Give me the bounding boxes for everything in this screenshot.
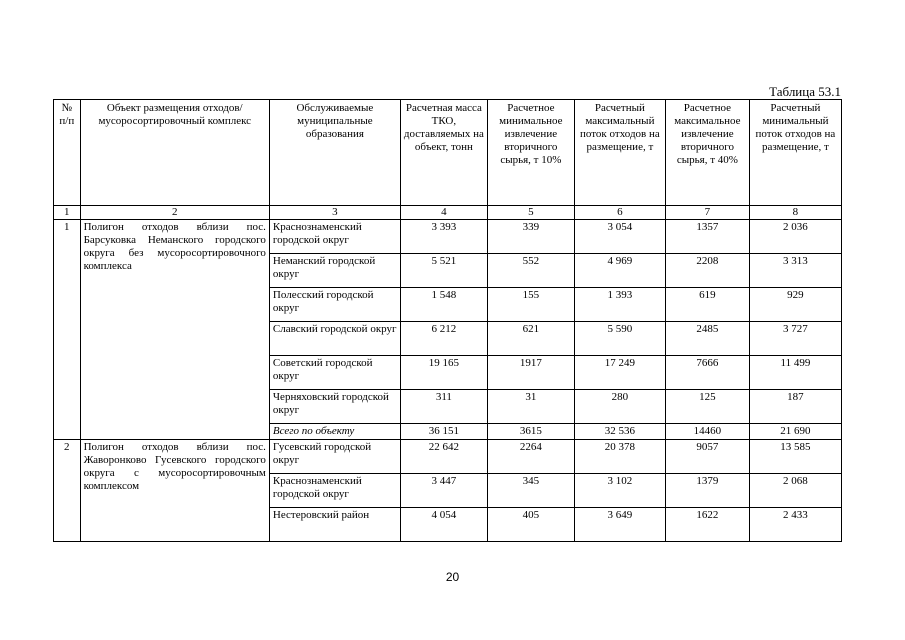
min-extraction-cell: 2264 bbox=[487, 440, 574, 474]
min-flow-cell: 3 727 bbox=[749, 322, 841, 356]
min-flow-cell: 929 bbox=[749, 288, 841, 322]
mass-cell: 36 151 bbox=[400, 424, 487, 440]
max-extraction-cell: 1357 bbox=[665, 220, 749, 254]
max-extraction-cell: 125 bbox=[665, 390, 749, 424]
min-extraction-cell: 552 bbox=[487, 254, 574, 288]
column-number: 6 bbox=[574, 206, 665, 220]
min-flow-cell: 2 068 bbox=[749, 474, 841, 508]
header-cell: Объект размещения отходов/ мусоросортировочный комплекс bbox=[80, 100, 269, 206]
municipality-cell: Неманский городской округ bbox=[269, 254, 400, 288]
municipality-cell: Всего по объекту bbox=[269, 424, 400, 440]
header-cell: Расчетное минимальное извлечение вторичного сырья, т 10% bbox=[487, 100, 574, 206]
municipality-cell: Советский городской округ bbox=[269, 356, 400, 390]
max-extraction-cell: 2485 bbox=[665, 322, 749, 356]
column-number: 4 bbox=[400, 206, 487, 220]
max-flow-cell: 20 378 bbox=[574, 440, 665, 474]
column-number-row bbox=[54, 206, 842, 220]
max-extraction-cell: 1379 bbox=[665, 474, 749, 508]
column-number: 8 bbox=[749, 206, 841, 220]
max-extraction-cell: 9057 bbox=[665, 440, 749, 474]
min-extraction-cell: 405 bbox=[487, 508, 574, 542]
municipality-cell: Нестеровский район bbox=[269, 508, 400, 542]
column-number: 2 bbox=[80, 206, 269, 220]
waste-table bbox=[53, 99, 842, 542]
header-cell: № п/п bbox=[54, 100, 81, 206]
min-flow-cell: 3 313 bbox=[749, 254, 841, 288]
max-extraction-cell: 14460 bbox=[665, 424, 749, 440]
min-extraction-cell: 1917 bbox=[487, 356, 574, 390]
max-flow-cell: 17 249 bbox=[574, 356, 665, 390]
max-extraction-cell: 2208 bbox=[665, 254, 749, 288]
header-row bbox=[54, 100, 842, 206]
mass-cell: 6 212 bbox=[400, 322, 487, 356]
mass-cell: 311 bbox=[400, 390, 487, 424]
mass-cell: 1 548 bbox=[400, 288, 487, 322]
row-number: 1 bbox=[54, 220, 81, 440]
min-extraction-cell: 31 bbox=[487, 390, 574, 424]
max-flow-cell: 3 102 bbox=[574, 474, 665, 508]
max-flow-cell: 5 590 bbox=[574, 322, 665, 356]
mass-cell: 22 642 bbox=[400, 440, 487, 474]
max-flow-cell: 1 393 bbox=[574, 288, 665, 322]
column-number: 5 bbox=[487, 206, 574, 220]
max-flow-cell: 3 649 bbox=[574, 508, 665, 542]
min-extraction-cell: 3615 bbox=[487, 424, 574, 440]
min-flow-cell: 2 036 bbox=[749, 220, 841, 254]
min-flow-cell: 2 433 bbox=[749, 508, 841, 542]
mass-cell: 3 393 bbox=[400, 220, 487, 254]
header-cell: Расчетный минимальный поток отходов на размещение, т bbox=[749, 100, 841, 206]
min-extraction-cell: 345 bbox=[487, 474, 574, 508]
max-flow-cell: 3 054 bbox=[574, 220, 665, 254]
header-cell: Расчетное максимальное извлечение вторичного сырья, т 40% bbox=[665, 100, 749, 206]
table-row bbox=[54, 220, 842, 254]
min-extraction-cell: 621 bbox=[487, 322, 574, 356]
mass-cell: 4 054 bbox=[400, 508, 487, 542]
max-flow-cell: 280 bbox=[574, 390, 665, 424]
max-extraction-cell: 619 bbox=[665, 288, 749, 322]
column-number: 1 bbox=[54, 206, 81, 220]
mass-cell: 5 521 bbox=[400, 254, 487, 288]
table-row bbox=[54, 440, 842, 474]
max-extraction-cell: 7666 bbox=[665, 356, 749, 390]
page-number: 20 bbox=[445, 570, 460, 584]
min-flow-cell: 21 690 bbox=[749, 424, 841, 440]
municipality-cell: Славский городской округ bbox=[269, 322, 400, 356]
table-caption: Таблица 53.1 bbox=[769, 84, 841, 99]
max-flow-cell: 32 536 bbox=[574, 424, 665, 440]
object-name: Полигон отходов вблизи пос. Жаворонково Гусевского городского округа с мусоросортировочным комплексом bbox=[80, 440, 269, 542]
min-flow-cell: 13 585 bbox=[749, 440, 841, 474]
municipality-cell: Краснознаменский городской округ bbox=[269, 220, 400, 254]
max-flow-cell: 4 969 bbox=[574, 254, 665, 288]
object-name: Полигон отходов вблизи пос. Барсуковка Неманского городского округа без мусоросортировочного комплекса bbox=[80, 220, 269, 440]
mass-cell: 19 165 bbox=[400, 356, 487, 390]
min-extraction-cell: 155 bbox=[487, 288, 574, 322]
municipality-cell: Краснознаменский городской округ bbox=[269, 474, 400, 508]
column-number: 7 bbox=[665, 206, 749, 220]
min-flow-cell: 187 bbox=[749, 390, 841, 424]
header-cell: Расчетная масса ТКО, доставляемых на объект, тонн bbox=[400, 100, 487, 206]
min-extraction-cell: 339 bbox=[487, 220, 574, 254]
header-cell: Обслуживаемые муниципальные образования bbox=[269, 100, 400, 206]
min-flow-cell: 11 499 bbox=[749, 356, 841, 390]
municipality-cell: Черняховский городской округ bbox=[269, 390, 400, 424]
column-number: 3 bbox=[269, 206, 400, 220]
header-cell: Расчетный максимальный поток отходов на размещение, т bbox=[574, 100, 665, 206]
mass-cell: 3 447 bbox=[400, 474, 487, 508]
municipality-cell: Гусевский городской округ bbox=[269, 440, 400, 474]
row-number: 2 bbox=[54, 440, 81, 542]
municipality-cell: Полесский городской округ bbox=[269, 288, 400, 322]
max-extraction-cell: 1622 bbox=[665, 508, 749, 542]
